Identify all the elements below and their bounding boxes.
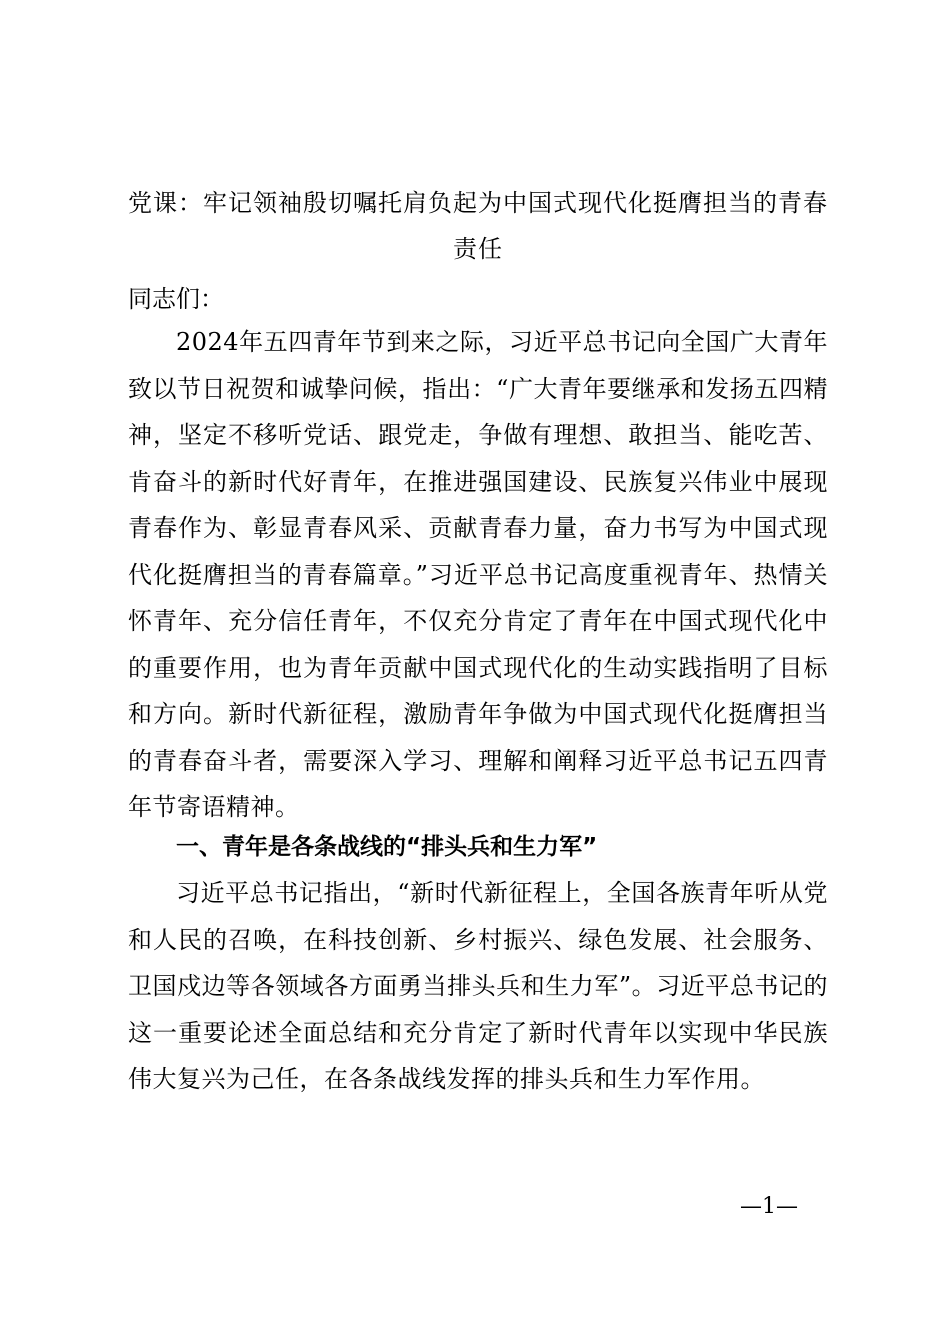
salutation: 同志们： [128,285,224,313]
body-paragraph: 习近平总书记指出，“新时代新征程上，全国各族青年听从党和人民的召唤，在科技创新、乡村振兴、绿色发展、社会服务、卫国戍边等各领域各方面勇当排头兵和生力军”。习近平总书记的这一重要论述全面总结和充分肯定了新时代青年以实现中华民族伟大复兴为己任，在各条战线发挥的排头兵和生力军作用。 [128,879,828,1093]
section-heading: 一、青年是各条战线的“排头兵和生力军” [176,834,598,860]
document-title: 党课：牢记领袖殷切嘱托肩负起为中国式现代化挺膺担当的青春责任 [128,189,828,263]
page-number: —1— [740,1194,798,1219]
body-paragraph: 2024年五四青年节到来之际，习近平总书记向全国广大青年致以节日祝贺和诚挚问候，指出：“广大青年要继承和发扬五四精神，坚定不移听党话、跟党走，争做有理想、敢担当、能吃苦、肯奋斗的新时代好青年，在推进强国建设、民族复兴伟业中展现青春作为、彰显青春风采、贡献青春力量，奋力书写为中国式现代化挺膺担当的青春篇章。”习近平总书记高度重视青年、热情关怀青年、充分信任青年，不仅充分肯定了青年在中国式现代化中的重要作用，也为青年贡献中国式现代化的生动实践指明了目标和方向。新时代新征程，激励青年争做为中国式现代化挺膺担当的青春奋斗者，需要深入学习、理解和阐释习近平总书记五四青年节寄语精神。 [128,328,828,821]
